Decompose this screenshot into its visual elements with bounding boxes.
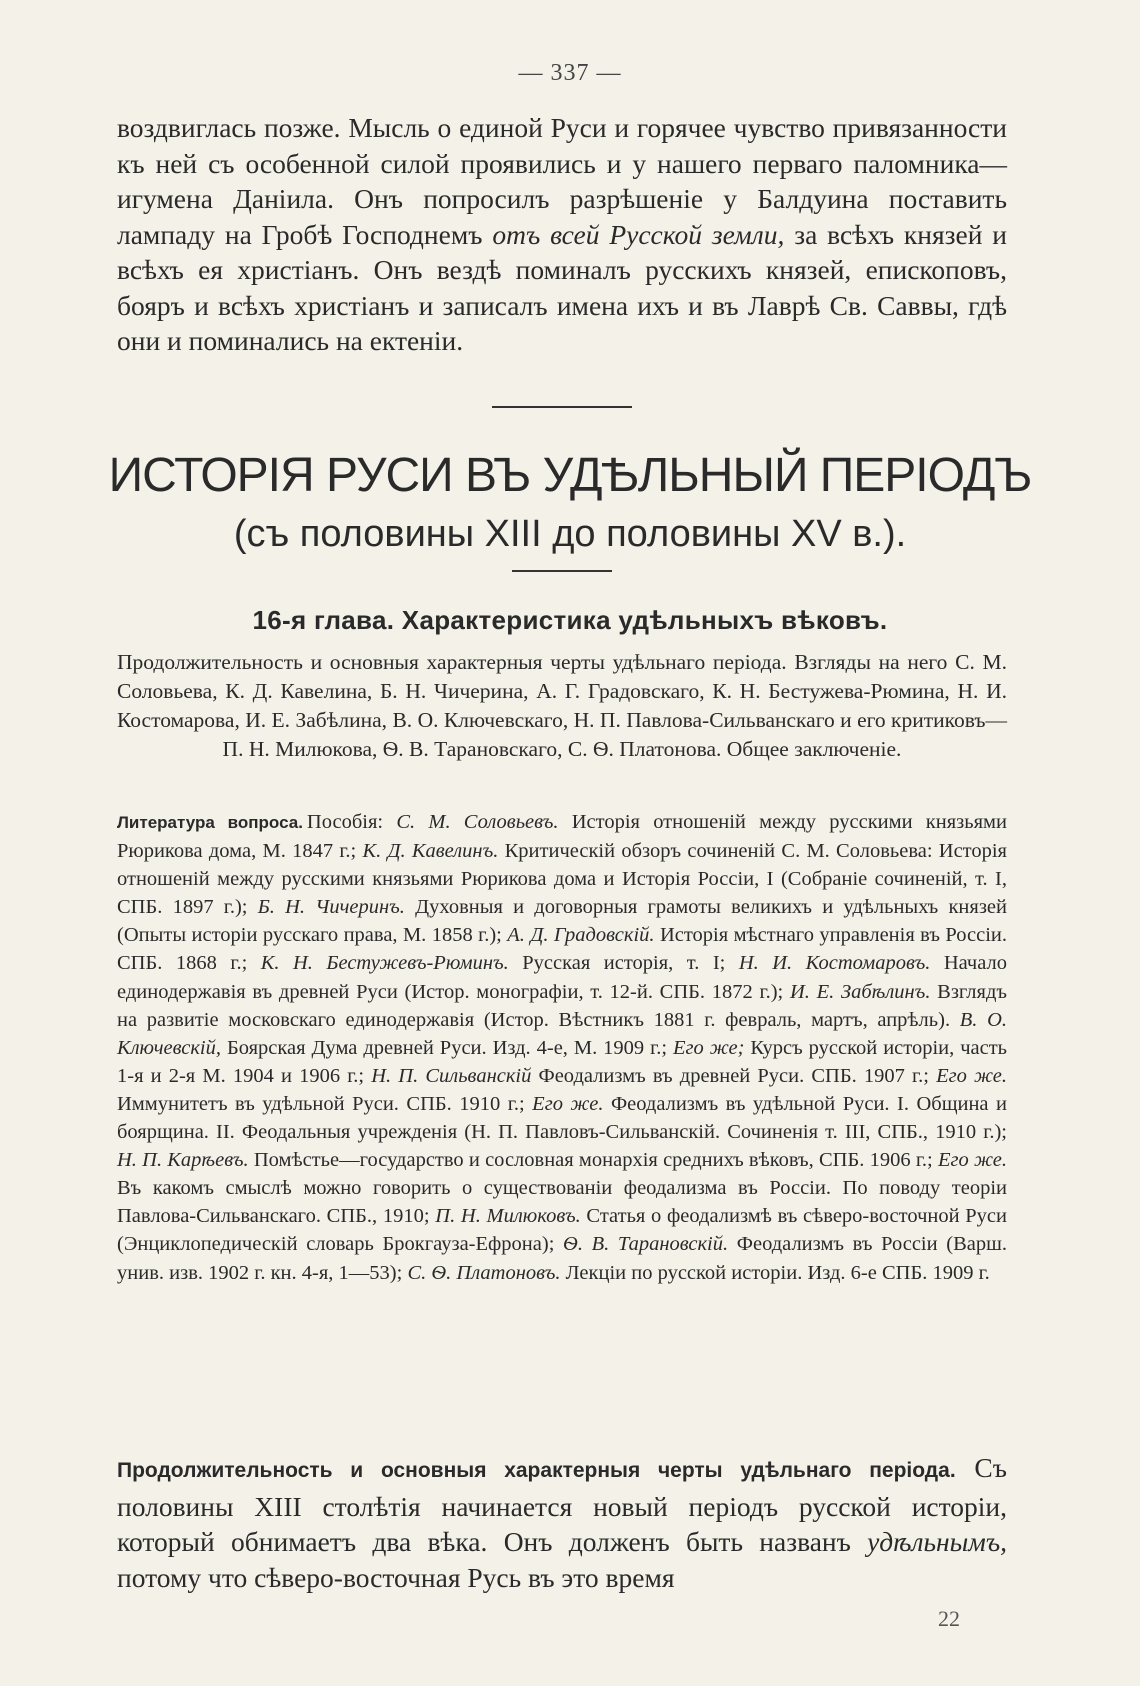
- section-divider-top: [492, 406, 632, 408]
- literature-run: Лекціи по русской исторіи. Изд. 6-е СПБ. 1909 г.: [560, 1261, 990, 1284]
- subtitle: (съ половины XIII до половины XV в.).: [233, 513, 907, 555]
- literature-run: Пособія:: [306, 811, 397, 833]
- literature-run: Исторія мѣстнаго управленія въ Россіи. СПБ. 1868 г.;: [117, 924, 1007, 975]
- literature-run: Критическій обзоръ сочиненій С. М. Соловьева: Исторія отношеній между русскими князьями Рюрикова дома и Исторія Россіи, I (Собраніе сочиненій, т. I, СПБ. 1897 г.);: [117, 840, 1007, 919]
- literature-run: Феодализмъ въ удѣльной Руси. I. Община и боярщина. II. Феодальныя учрежденія (Н. П. Павловъ-Сильванскій. Сочиненія т. III, СПБ., 1910 г.);: [117, 1092, 1007, 1144]
- literature-run: Его же.: [532, 1092, 604, 1115]
- literature-run: Статья о феодализмѣ въ сѣверо-восточной Руси (Энциклопедическій словарь Брокгауза-Ефрона);: [117, 1205, 1007, 1256]
- literature-run: И. Е. Забѣлинъ.: [789, 980, 931, 1003]
- literature-run: Его же;: [673, 1036, 745, 1059]
- body-paragraph: [117, 1450, 1007, 1595]
- literature-run: Ѳ. В. Тарановскій.: [563, 1233, 729, 1256]
- intro-paragraph: [117, 110, 1007, 359]
- signature-mark: 22: [938, 1606, 960, 1631]
- literature-run: Помѣстье—государство и сословная монархія среднихъ вѣковъ, СПБ. 1906 г.;: [248, 1149, 938, 1172]
- intro-paragraph-run: за всѣхъ князей и всѣхъ ея христіанъ. Онъ вездѣ поминалъ русскихъ князей, епископовъ, бояръ и всѣхъ христіанъ и записалъ имена ихъ и въ Лаврѣ Св. Саввы, гдѣ они и поминались на ектеніи.: [117, 218, 1008, 356]
- literature-run: П. Н. Милюковъ.: [435, 1205, 581, 1228]
- literature-run: Исторія отношеній между русскими князьями Рюрикова дома, М. 1847 г.;: [117, 811, 1007, 863]
- literature-run: В. О. Ключевскій,: [117, 1008, 1007, 1059]
- literature-run: Начало единодержавія въ древней Руси (Истор. монографіи, т. 12-й. СПБ. 1872 г.);: [117, 952, 1008, 1003]
- literature-run: Духовныя и договорныя грамоты великихъ и удѣльныхъ князей (Опыты исторіи русскаго права, М. 1858 г.);: [117, 896, 1007, 947]
- main-title: ИСТОРІЯ РУСИ ВЪ УДѢЛЬНЫЙ ПЕРІОДЪ: [108, 449, 1032, 502]
- literature-section: [117, 808, 1007, 1287]
- body-paragraph-run: удѣльнымъ,: [867, 1526, 1007, 1557]
- literature-label: Литература вопроса.: [117, 813, 303, 832]
- literature-run: Н. П. Сильванскій: [371, 1064, 532, 1087]
- literature-run: К. Д. Кавелинъ.: [362, 840, 499, 863]
- chapter-title: 16-я глава. Характеристика удѣльныхъ вѣковъ.: [252, 605, 888, 635]
- literature-run: Феодализмъ въ Россіи (Варш. унив. изв. 1902 г. кн. 4-я, 1—53);: [117, 1233, 1007, 1284]
- literature-text: [117, 811, 1007, 1284]
- intro-paragraph-run: воздвиглась позже. Мысль о единой Руси и горячее чувство привязанности къ ней съ особенной силой проявились и у нашего перваго паломника—игумена Даніила. Онъ попросилъ разрѣшеніе у Балдуина поставить лампаду на Гробѣ Господнемъ: [117, 112, 1007, 250]
- page-number: — 337 —: [518, 60, 622, 86]
- literature-run: С. М. Соловьевъ.: [396, 811, 559, 833]
- literature-run: Курсъ русской исторіи, часть 1-я и 2-я М. 1904 и 1906 г.;: [117, 1036, 1008, 1087]
- literature-run: Феодализмъ въ древней Руси. СПБ. 1907 г.;: [531, 1064, 937, 1087]
- body-paragraph-run: Съ половины XIII столѣтія начинается новый періодъ русской исторіи, который обнимаетъ два вѣка. Онъ долженъ быть названъ: [117, 1452, 1007, 1557]
- literature-run: Его же.: [937, 1149, 1008, 1172]
- section-divider-bottom: [512, 570, 612, 572]
- literature-run: Н. П. Карѣевъ.: [117, 1149, 249, 1172]
- literature-run: Въ какомъ смыслѣ можно говорить о существованіи феодализма въ Россіи. По поводу теоріи Павлова-Сильванскаго. СПБ., 1910;: [117, 1177, 1007, 1228]
- intro-paragraph-run: отъ всей Русской земли,: [492, 218, 785, 250]
- literature-run: К. Н. Бестужевъ-Рюминъ.: [260, 952, 509, 975]
- literature-run: А. Д. Градовскій.: [507, 924, 655, 947]
- literature-run: Боярская Дума древней Руси. Изд. 4-е, М. 1909 г.;: [221, 1036, 673, 1059]
- literature-run: Его же.: [936, 1064, 1007, 1087]
- literature-run: Русская исторія, т. I;: [508, 952, 739, 975]
- section-heading: Продолжительность и основныя характерныя черты удѣльнаго періода.: [117, 1459, 956, 1482]
- literature-run: Взглядъ на развитіе московскаго единодержавія (Истор. Вѣстникъ 1881 г. февраль, мартъ, апрѣль).: [117, 980, 1007, 1031]
- literature-run: Н. И. Костомаровъ.: [738, 952, 931, 975]
- body-paragraph-run: потому что сѣверо-восточная Русь въ это время: [117, 1561, 675, 1593]
- literature-run: Иммунитетъ въ удѣльной Руси. СПБ. 1910 г.;: [117, 1092, 533, 1115]
- literature-run: Б. Н. Чичеринъ.: [257, 896, 405, 919]
- literature-run: С. Ѳ. Платоновъ.: [407, 1261, 561, 1284]
- chapter-summary: Продолжительность и основныя характерныя черты удѣльнаго періода. Взгляды на него С. М. Соловьева, К. Д. Кавелина, Б. Н. Чичерина, А. Г. Градовскаго, К. Н. Бестужева-Рюмина, Н. И. Костомарова, И. Е. Забѣлина, В. О. Ключевскаго, Н. П. Павлова-Сильванскаго и его критиковъ—П. Н. Милюкова, Ѳ. В. Тарановскаго, С. Ѳ. Платонова. Общее заключеніе.: [117, 650, 1007, 761]
